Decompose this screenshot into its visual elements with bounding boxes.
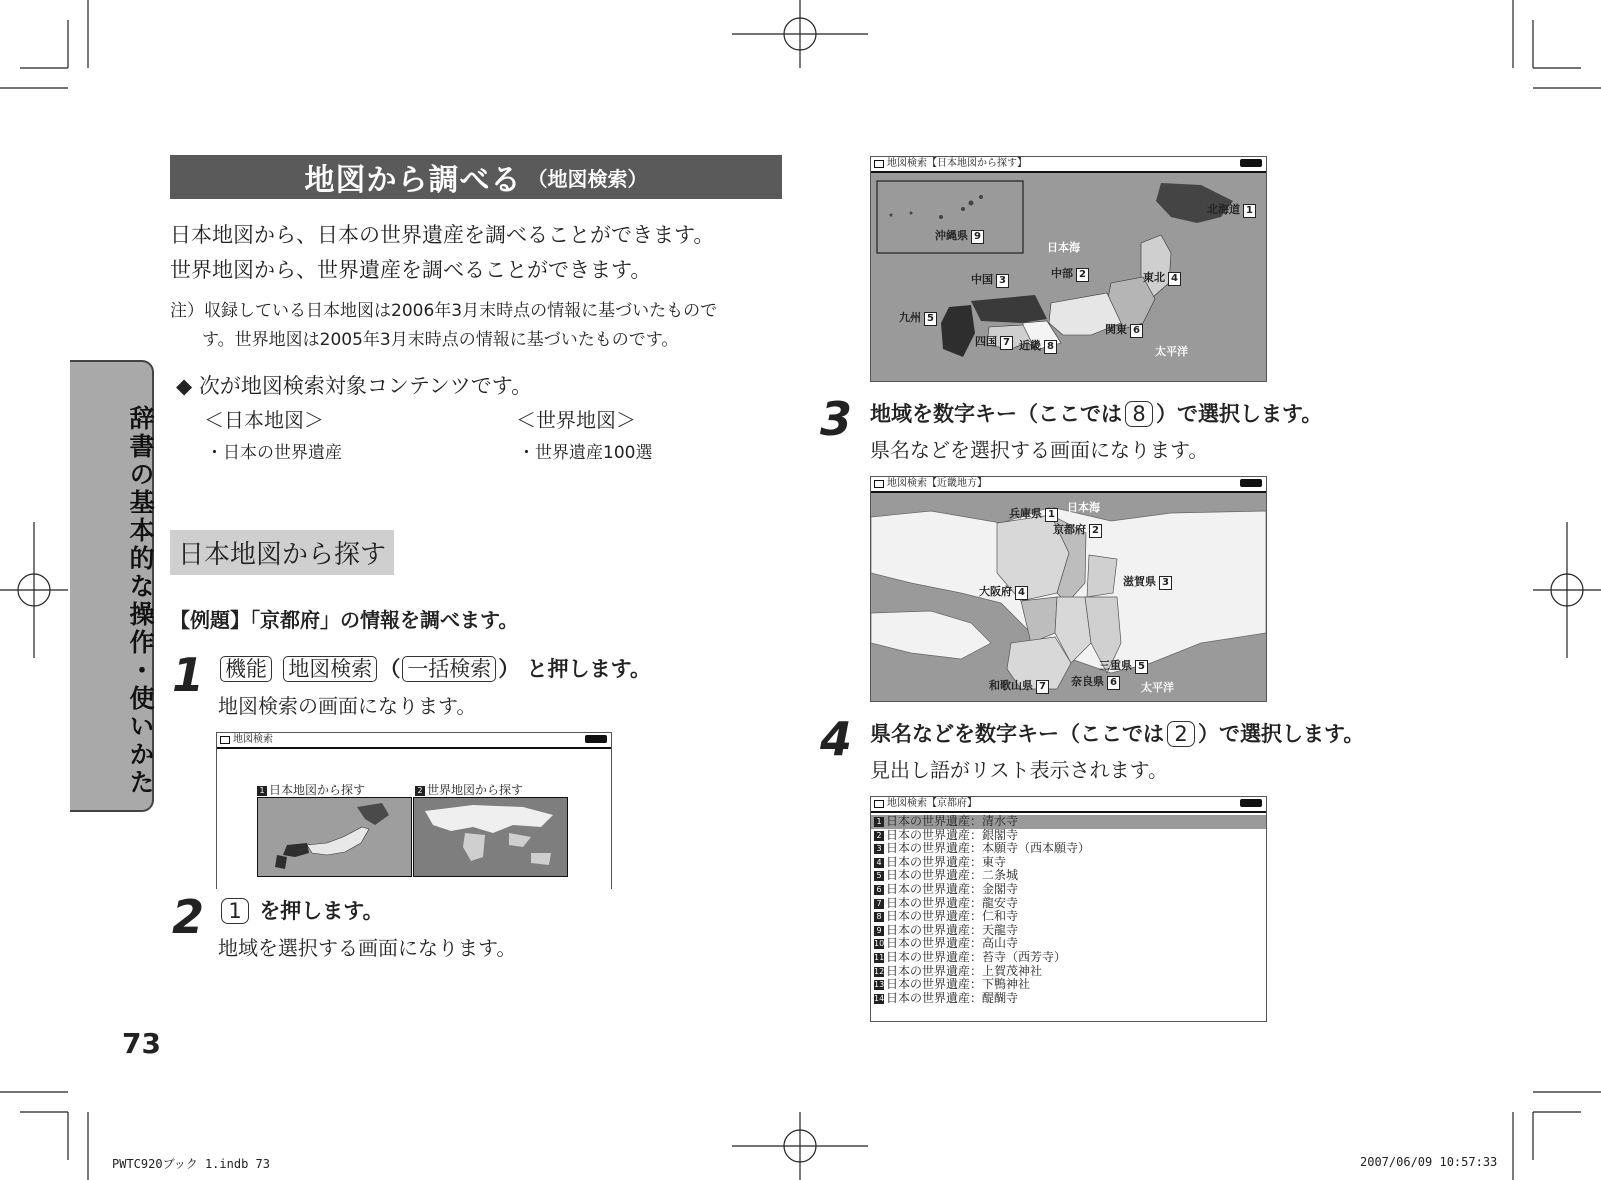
screen-titlebar xyxy=(871,477,1266,493)
sea-label: 日本海 xyxy=(1047,241,1080,254)
number-badge: 14 xyxy=(874,993,885,1003)
world-map-item: ・世界遺産100選 xyxy=(518,443,653,463)
footer-file: PWTC920ブック 1.indb 73 xyxy=(112,1157,270,1171)
step4-result: 見出し語がリスト表示されます。 xyxy=(870,758,1168,782)
list-item-label: 日本の世界遺産：醍醐寺 xyxy=(886,990,1019,1005)
step2-tail: を押します。 xyxy=(259,899,384,923)
paren-open: （ xyxy=(379,657,401,681)
footer-timestamp: 2007/06/09 10:57:33 xyxy=(1360,1155,1498,1169)
number-badge: 1 xyxy=(257,786,267,796)
list-item-label: 日本の世界遺産：上賀茂神社 xyxy=(886,963,1043,978)
option-label: 世界地図から探す xyxy=(427,783,524,797)
note-text xyxy=(170,297,790,355)
note-line: す。世界地図は2005年3月末時点の情報に基づいたものです。 xyxy=(202,330,679,350)
step3-result: 県名などを選択する画面になります。 xyxy=(870,438,1209,462)
pref-hyogo[interactable]: 兵庫県 1 xyxy=(1009,505,1058,522)
step2-result: 地域を選択する画面になります。 xyxy=(218,936,517,960)
sea-label: 太平洋 xyxy=(1141,681,1174,694)
screen-title: 地図検索【日本地図から探す】 xyxy=(887,158,1027,169)
pref-osaka[interactable]: 大阪府 4 xyxy=(979,583,1028,600)
paren-close: ） xyxy=(498,657,520,681)
number-key[interactable]: 2 xyxy=(1167,721,1195,747)
intro-line: 日本地図から、日本の世界遺産を調べることができます。 xyxy=(170,223,715,247)
step4-pre: 県名などを数字キー（ここでは xyxy=(870,722,1164,746)
step3-post: ）で選択します。 xyxy=(1156,402,1323,426)
number-key[interactable]: 1 xyxy=(221,898,249,924)
japan-map-thumbnail[interactable] xyxy=(257,797,412,877)
page-number: 73 xyxy=(122,1027,161,1060)
note-line: 注）収録している日本地図は2006年3月末時点の情報に基づいたもので xyxy=(170,301,718,321)
region-okinawa[interactable]: 沖縄県 9 xyxy=(935,227,984,244)
bulk-search-key[interactable]: 一括検索 xyxy=(402,656,496,682)
screen-map-search xyxy=(216,732,612,889)
screen-heritage-list xyxy=(870,796,1267,1022)
step2-instruction xyxy=(218,895,384,925)
intro-line: 世界地図から、世界遺産を調べることができます。 xyxy=(170,258,652,282)
region-hokkaido[interactable]: 北海道 1 xyxy=(1207,201,1256,218)
number-badge: 11 xyxy=(874,952,885,962)
world-map-thumbnail[interactable] xyxy=(413,797,568,877)
list-item-label: 日本の世界遺産：銀閣寺 xyxy=(886,827,1019,842)
list-item-label: 日本の世界遺産：本願寺（西本願寺） xyxy=(886,841,1091,856)
chapter-side-label: 辞書の基本的な操作・使いかた xyxy=(126,405,155,797)
screen-title: 地図検索【近畿地方】 xyxy=(887,478,987,489)
screen-titlebar xyxy=(871,157,1266,173)
battery-icon xyxy=(1240,159,1262,167)
list-item[interactable] xyxy=(871,978,1266,992)
region-chugoku[interactable]: 中国 3 xyxy=(971,271,1009,288)
number-badge: 2 xyxy=(415,786,425,796)
section-title: 地図から調べる xyxy=(304,163,522,198)
step3-pre: 地域を数字キー（ここでは xyxy=(870,402,1122,426)
screen-kinki-map xyxy=(870,476,1267,702)
step1-result: 地図検索の画面になります。 xyxy=(218,694,477,718)
function-key[interactable]: 機能 xyxy=(220,656,272,682)
pref-nara[interactable]: 奈良県 6 xyxy=(1071,673,1120,690)
screen-title: 地図検索 xyxy=(233,734,273,745)
world-map-heading: ＜世界地図＞ xyxy=(516,408,636,432)
list-item-label: 日本の世界遺産：高山寺 xyxy=(886,936,1019,951)
battery-icon xyxy=(585,735,607,743)
list-item-label: 日本の世界遺産：下鴨神社 xyxy=(886,977,1031,992)
number-badge: 2 xyxy=(874,831,884,841)
japan-map-item: ・日本の世界遺産 xyxy=(206,443,342,463)
battery-icon xyxy=(1240,479,1262,487)
intro-text xyxy=(170,218,714,288)
option-label: 日本地図から探す xyxy=(269,783,366,797)
number-badge: 1 xyxy=(874,817,884,827)
number-badge: 7 xyxy=(874,899,884,909)
section-title-bar xyxy=(170,155,782,199)
option-japan-map[interactable] xyxy=(257,781,365,798)
list-item-label: 日本の世界遺産：清水寺 xyxy=(886,814,1019,828)
region-shikoku[interactable]: 四国 7 xyxy=(975,333,1013,350)
step-number: 4 xyxy=(820,712,853,766)
step-number: 3 xyxy=(820,392,853,446)
step1-instruction xyxy=(218,653,651,683)
pref-wakayama[interactable]: 和歌山県 7 xyxy=(989,677,1049,694)
section-subtitle: （地図検索） xyxy=(527,166,648,191)
list-item-label: 日本の世界遺産：東寺 xyxy=(886,854,1007,869)
number-badge: 4 xyxy=(874,858,884,868)
pref-kyoto[interactable]: 京都府 2 xyxy=(1053,521,1102,538)
list-item[interactable] xyxy=(871,883,1266,897)
number-badge: 9 xyxy=(874,926,884,936)
contents-lead: ◆ 次が地図検索対象コンテンツです。 xyxy=(176,374,533,398)
screen-japan-regions xyxy=(870,156,1267,382)
list-item-label: 日本の世界遺産：龍安寺 xyxy=(886,895,1019,910)
step-number: 2 xyxy=(172,890,205,944)
list-item[interactable] xyxy=(871,951,1266,965)
japan-map-heading: ＜日本地図＞ xyxy=(204,408,324,432)
number-badge: 13 xyxy=(874,980,885,990)
step3-instruction xyxy=(870,398,1322,428)
list-item-label: 日本の世界遺産：仁和寺 xyxy=(886,909,1019,924)
region-kyushu[interactable]: 九州 5 xyxy=(899,309,937,326)
region-tohoku[interactable]: 東北 4 xyxy=(1143,269,1181,286)
screen-titlebar xyxy=(217,733,611,749)
map-search-key[interactable]: 地図検索 xyxy=(283,656,377,682)
step1-tail: と押します。 xyxy=(526,657,651,681)
region-kinki[interactable]: 近畿 8 xyxy=(1019,337,1057,354)
list-item[interactable] xyxy=(871,842,1266,856)
step4-instruction xyxy=(870,718,1364,748)
screen-title: 地図検索【京都府】 xyxy=(887,798,977,809)
pref-mie[interactable]: 三重県 5 xyxy=(1099,657,1148,674)
region-kanto[interactable]: 関東 6 xyxy=(1105,321,1143,338)
list-item[interactable] xyxy=(871,910,1266,924)
number-badge: 8 xyxy=(874,912,884,922)
number-badge: 5 xyxy=(874,871,884,881)
sea-label: 太平洋 xyxy=(1155,345,1188,358)
step4-post: ）で選択します。 xyxy=(1198,722,1365,746)
list-item[interactable] xyxy=(871,869,1266,883)
list-item[interactable] xyxy=(871,815,1266,829)
number-badge: 6 xyxy=(874,885,884,895)
list-item-label: 日本の世界遺産：金閣寺 xyxy=(886,881,1019,896)
list-item[interactable] xyxy=(871,992,1266,1006)
pref-shiga[interactable]: 滋賀県 3 xyxy=(1123,573,1172,590)
list-item[interactable] xyxy=(871,937,1266,951)
example-text: 【例題】「京都府」の情報を調べます。 xyxy=(170,608,519,632)
region-chubu[interactable]: 中部 2 xyxy=(1051,265,1089,282)
number-badge: 12 xyxy=(874,966,885,976)
step-number: 1 xyxy=(172,648,205,702)
screen-titlebar xyxy=(871,797,1266,813)
number-badge: 10 xyxy=(874,939,885,949)
list-item-label: 日本の世界遺産：苔寺（西芳寺） xyxy=(886,949,1067,964)
list-item-label: 日本の世界遺産：二条城 xyxy=(886,868,1019,883)
battery-icon xyxy=(1240,799,1262,807)
subheading: 日本地図から探す xyxy=(170,530,394,575)
result-list xyxy=(871,813,1266,1005)
list-item-label: 日本の世界遺産：天龍寺 xyxy=(886,922,1019,937)
sea-label: 日本海 xyxy=(1067,501,1100,514)
option-world-map[interactable] xyxy=(415,781,523,798)
number-badge: 3 xyxy=(874,844,884,854)
number-key[interactable]: 8 xyxy=(1125,401,1153,427)
